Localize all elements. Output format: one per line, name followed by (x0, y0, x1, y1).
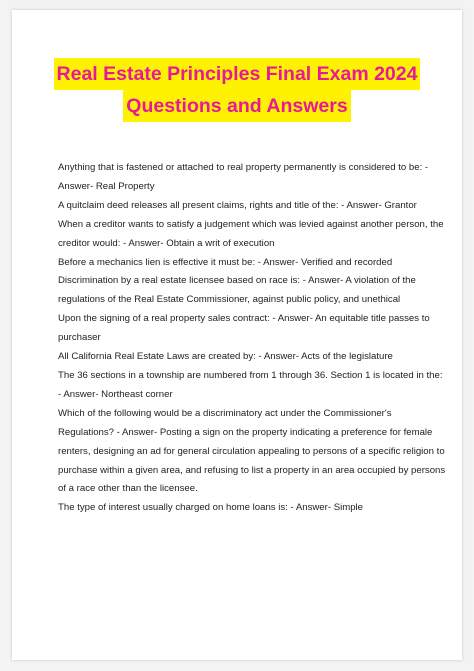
qa-item: Upon the signing of a real property sales contract: - Answer- An equitable title passes to purchaser (58, 313, 430, 344)
qa-item: Which of the following would be a discriminatory act under the Commissioner's Regulations? - Answer- Posting a sign on the property indicating a preference for female renters, designing an ad for general circulation appealing to persons of a specific religion to purchase within a given area, and refusing to list a property in an area occupied by persons of a race other than the licensee. (58, 407, 446, 495)
qa-item: The type of interest usually charged on home loans is: - Answer- Simple (58, 502, 364, 514)
qa-item: Discrimination by a real estate licensee based on race is: - Answer- A violation of the regulations of the Real Estate Commissioner, against public policy, and unethical (58, 275, 416, 306)
qa-item: Anything that is fastened or attached to real property permanently is considered to be: - Answer- Real Property (58, 162, 429, 192)
qa-item: When a creditor wants to satisfy a judgement which was levied against another person, the creditor would: - Answer- Obtain a writ of execution (58, 218, 444, 249)
qa-item: A quitclaim deed releases all present claims, rights and title of the: - Answer- Grantor (58, 199, 417, 211)
qa-list (58, 159, 448, 518)
document-title (12, 58, 462, 122)
title-line-2: Questions and Answers (123, 90, 350, 122)
qa-item: Before a mechanics lien is effective it must be: - Answer- Verified and recorded (58, 256, 393, 268)
qa-item: The 36 sections in a township are numbered from 1 through 36. Section 1 is located in the: - Answer- Northeast corner (58, 369, 443, 400)
document-page (12, 10, 462, 660)
title-line-1: Real Estate Principles Final Exam 2024 (54, 58, 421, 90)
qa-item: All California Real Estate Laws are created by: - Answer- Acts of the legislature (58, 351, 393, 363)
